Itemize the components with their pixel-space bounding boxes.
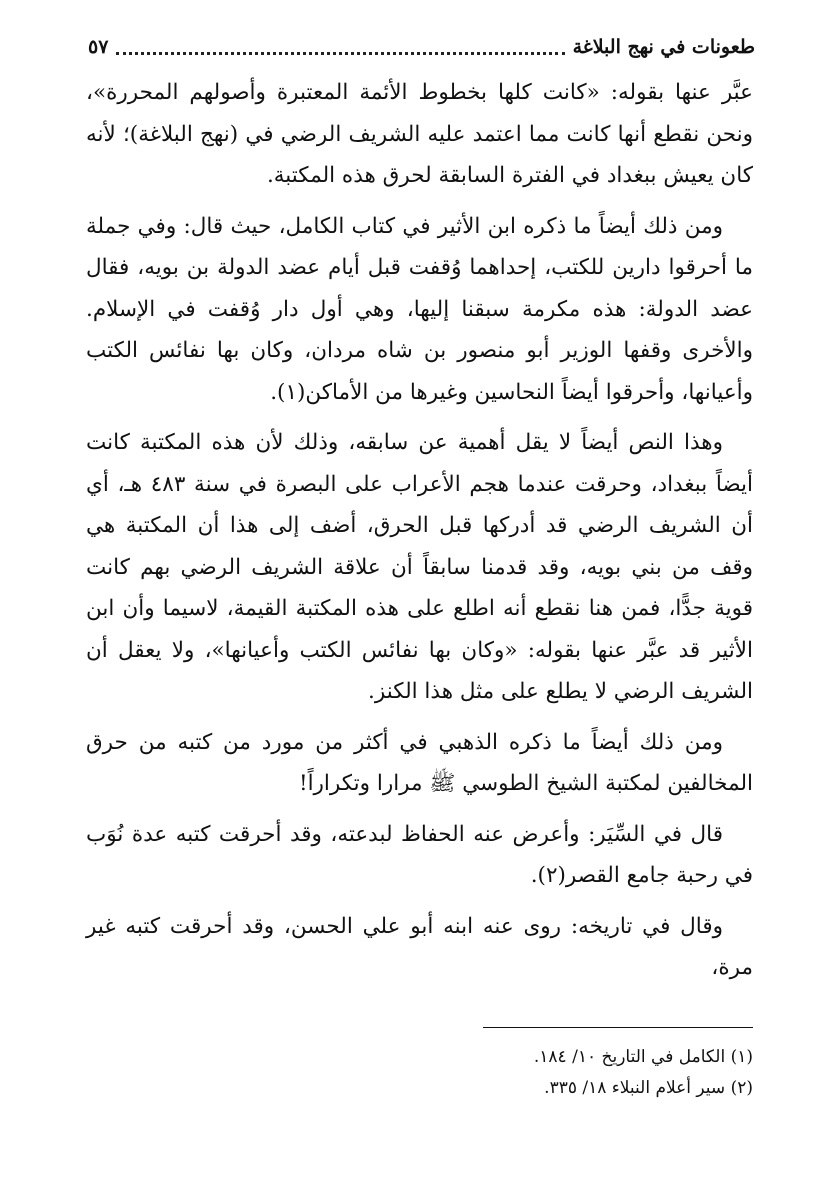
- footnotes: [300, 1042, 753, 1104]
- main-text: [86, 72, 753, 998]
- paragraph: ومن ذلك أيضاً ما ذكره الذهبي في أكثر من مورد من كتبه من حرق المخالفين لمكتبة الشيخ الطوسي ﷺ مرارا وتكراراً!: [86, 729, 753, 796]
- page-number: ٥٧: [88, 36, 109, 58]
- header-title: طعونات في نهج البلاغة: [572, 36, 755, 58]
- running-header: [88, 30, 755, 64]
- footnote: (١) الكامل في التاريخ ١٠/ ١٨٤.: [533, 1047, 753, 1067]
- paragraph: ومن ذلك أيضاً ما ذكره ابن الأثير في كتاب الكامل، حيث قال: وفي جملة ما أحرقوا دارين للكتب، إحداهما وُقفت قبل أيام عضد الدولة بن بويه، فقال عضد الدولة: هذه مكرمة سبقنا إليها، وهي أول دار وُقفت في الإسلام. والأخرى وقفها الوزير أبو منصور بن شاه مردان، وكان بها نفائس الكتب وأعيانها، وأحرقوا أيضاً النحاسين وغيرها من الأماكن(١).: [86, 213, 753, 405]
- dotted-leader: [116, 52, 564, 55]
- footnote-separator: [483, 1027, 753, 1028]
- paragraph: قال في السِّيَر: وأعرض عنه الحفاظ لبدعته، وقد أحرقت كتبه عدة نُوَب في رحبة جامع القصر(٢).: [86, 821, 753, 888]
- footnote: (٢) سير أعلام النبلاء ١٨/ ٣٣٥.: [544, 1078, 753, 1098]
- paragraph: عبَّر عنها بقوله: «كانت كلها بخطوط الأئمة المعتبرة وأصولهم المحررة»، ونحن نقطع أنها كانت مما اعتمد عليه الشريف الرضي في (نهج البلاغة)؛ لأنه كان يعيش ببغداد في الفترة السابقة لحرق هذه المكتبة.: [86, 80, 753, 188]
- paragraph: وهذا النص أيضاً لا يقل أهمية عن سابقه، وذلك لأن هذه المكتبة كانت أيضاً ببغداد، وحرقت عندما هجم الأعراب على البصرة في سنة ٤٨٣ هـ، أي أن الشريف الرضي قد أدركها قبل الحرق، أضف إلى هذا أن المكتبة هي وقف من بني بويه، وقد قدمنا سابقاً أن علاقة الشريف الرضي بهم كانت قوية جدًّا، فمن هنا نقطع أنه اطلع على هذه المكتبة القيمة، لاسيما وأن ابن الأثير قد عبَّر عنها بقوله: «وكان بها نفائس الكتب وأعيانها»، ولا يعقل أن الشريف الرضي لا يطلع على مثل هذا الكنز.: [86, 430, 754, 704]
- paragraph: وقال في تاريخه: روى عنه ابنه أبو علي الحسن، وقد أحرقت كتبه غير مرة،: [86, 913, 753, 980]
